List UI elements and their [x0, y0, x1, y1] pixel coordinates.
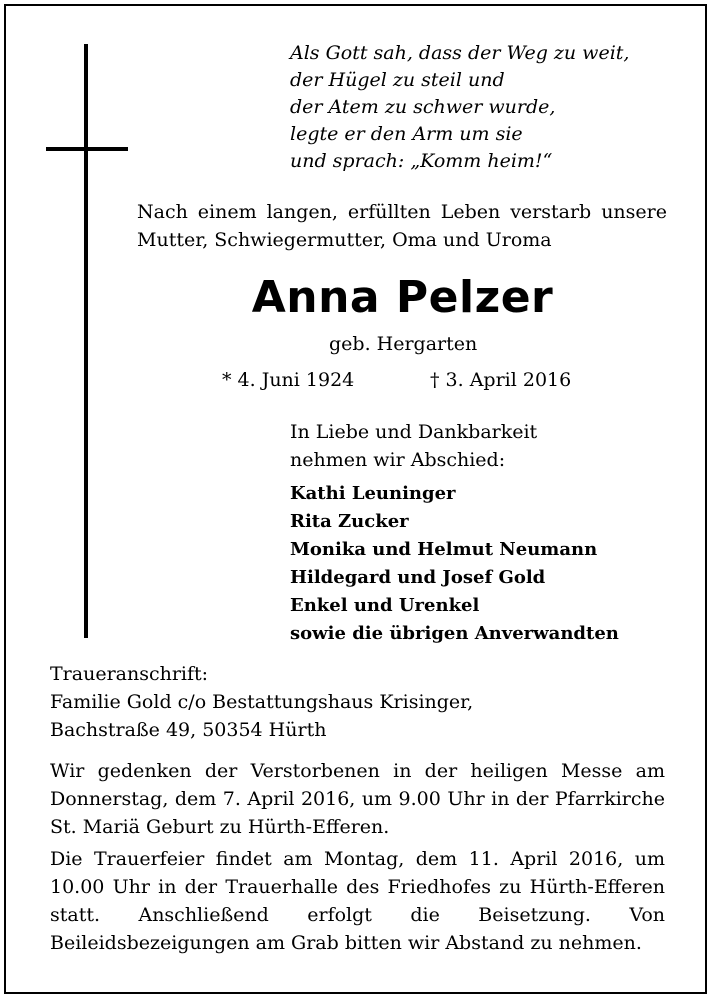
deceased-name: Anna Pelzer	[251, 272, 554, 323]
cross-icon	[84, 44, 88, 638]
address-line: Bachstraße 49, 50354 Hürth	[50, 719, 327, 741]
poem	[290, 40, 629, 175]
farewell	[290, 418, 537, 474]
farewell-line: nehmen wir Abschied:	[290, 449, 506, 471]
mourner: sowie die übrigen Anverwandten	[290, 623, 619, 644]
mass-notice: Wir gedenken der Verstorbenen in der heiligen Messe am Donnerstag, dem 7. April 2016, um 9.00 Uhr in der Pfarrkirche St. Mariä Geburt zu Hürth-Efferen.	[50, 760, 665, 838]
poem-line: der Hügel zu steil und	[290, 69, 505, 91]
mourner: Hildegard und Josef Gold	[290, 567, 546, 588]
birth-date: * 4. Juni 1924	[222, 369, 355, 391]
mourner: Rita Zucker	[290, 511, 409, 532]
intro-text: Nach einem langen, erfüllten Leben verstarb unsere Mutter, Schwiegermutter, Oma und Uroma	[137, 201, 667, 251]
death-date: † 3. April 2016	[430, 369, 572, 391]
cross-icon-bar	[46, 147, 128, 151]
farewell-line: In Liebe und Dankbarkeit	[290, 421, 538, 443]
mourner: Kathi Leuninger	[290, 483, 456, 504]
poem-line: Als Gott sah, dass der Weg zu weit,	[290, 42, 630, 64]
mourners-list	[290, 480, 619, 648]
address-line: Familie Gold c/o Bestattungshaus Krisinger,	[50, 691, 474, 713]
poem-line: legte er den Arm um sie	[290, 123, 523, 145]
poem-line: der Atem zu schwer wurde,	[290, 96, 556, 118]
mourning-address	[50, 660, 473, 744]
poem-line: und sprach: „Komm heim!“	[290, 150, 553, 172]
mourner: Monika und Helmut Neumann	[290, 539, 598, 560]
birth-name: geb. Hergarten	[329, 333, 478, 355]
address-label: Traueranschrift:	[50, 663, 209, 685]
mourner: Enkel und Urenkel	[290, 595, 480, 616]
funeral-notice: Die Trauerfeier findet am Montag, dem 11. April 2016, um 10.00 Uhr in der Trauerhalle des Friedhofes zu Hürth-Efferen statt. Anschließend erfolgt die Beisetzung. Von Beileidsbezeigungen am Grab bitten wir Abstand zu nehmen.	[50, 848, 665, 954]
